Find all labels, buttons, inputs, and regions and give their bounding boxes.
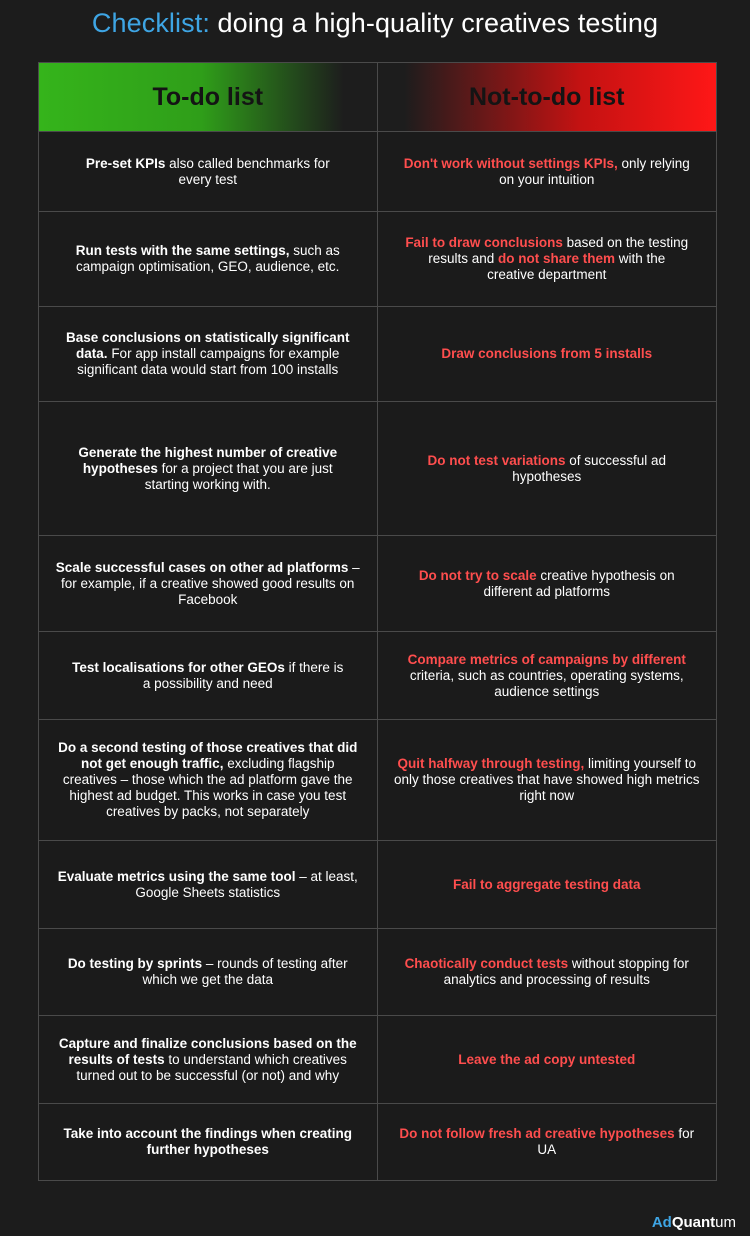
not-todo-cell xyxy=(378,1104,717,1180)
todo-cell xyxy=(39,1016,378,1103)
not-todo-text: only relying on your intuition xyxy=(499,155,690,187)
not-todo-text: without stopping for analytics and processing of results xyxy=(443,956,689,987)
table-row xyxy=(39,131,716,211)
table-row xyxy=(39,928,716,1015)
not-todo-emphasis: Do not try to scale xyxy=(418,567,537,583)
page-title xyxy=(0,8,750,39)
todo-cell xyxy=(39,929,378,1015)
not-todo-text: limiting yourself to only those creatives that have showed high metrics right now xyxy=(394,756,700,803)
not-todo-emphasis: Fail to aggregate testing data xyxy=(452,876,641,892)
not-todo-cell xyxy=(378,536,717,631)
todo-text: also called benchmarks for every test xyxy=(165,155,330,187)
not-todo-cell xyxy=(378,212,717,306)
table-row xyxy=(39,631,716,719)
not-todo-emphasis: Don't work without settings KPIs, xyxy=(403,155,618,171)
todo-emphasis: Generate the highest number of creative hypotheses xyxy=(78,444,338,476)
todo-cell xyxy=(39,720,378,840)
not-todo-text: creative hypothesis on different ad platforms xyxy=(483,567,675,599)
todo-text: such as campaign optimisation, GEO, audience, etc. xyxy=(76,243,340,274)
table-row xyxy=(39,535,716,631)
todo-cell xyxy=(39,841,378,928)
todo-text: excluding flagship creatives – those which the ad platform gave the highest ad budget. This works in case you test creatives by packs, not separately xyxy=(62,756,353,819)
todo-cell xyxy=(39,307,378,401)
todo-emphasis: Do testing by sprints xyxy=(67,956,203,971)
table-row xyxy=(39,719,716,840)
todo-cell xyxy=(39,632,378,719)
not-todo-cell xyxy=(378,132,717,211)
todo-cell xyxy=(39,536,378,631)
todo-text: – rounds of testing after which we get the data xyxy=(142,956,348,987)
logo-ad: Ad xyxy=(651,1214,672,1231)
not-todo-emphasis: Draw conclusions from 5 installs xyxy=(441,346,653,361)
not-todo-emphasis: Leave the ad copy untested xyxy=(458,1051,636,1067)
not-todo-column-header: Not-to-do list xyxy=(468,82,625,111)
not-todo-text: criteria, such as countries, operating systems, audience settings xyxy=(409,667,684,699)
not-todo-cell xyxy=(378,307,717,401)
todo-text: – at least, Google Sheets statistics xyxy=(135,868,358,900)
todo-column-header: To-do list xyxy=(39,63,378,131)
not-todo-emphasis: Do not follow fresh ad creative hypotheses xyxy=(399,1126,675,1141)
todo-text: For app install campaigns for example significant data would start from 100 installs xyxy=(77,346,340,377)
todo-text: – for example, if a creative showed good results on Facebook xyxy=(61,559,360,607)
not-todo-cell xyxy=(378,1016,717,1103)
todo-cell xyxy=(39,212,378,306)
not-todo-text: of successful ad hypotheses xyxy=(512,452,667,484)
not-todo-emphasis: Do not test variations xyxy=(427,452,566,468)
title-accent: Checklist: xyxy=(91,8,210,38)
table-row xyxy=(39,840,716,928)
not-todo-cell xyxy=(378,402,717,535)
todo-cell xyxy=(39,402,378,535)
checklist-table xyxy=(38,62,717,1181)
todo-emphasis: Run tests with the same settings, xyxy=(75,243,290,258)
todo-emphasis: Evaluate metrics using the same tool xyxy=(57,868,296,884)
not-todo-cell xyxy=(378,841,717,928)
todo-emphasis: Do a second testing of those creatives that did not get enough traffic, xyxy=(58,740,358,771)
todo-text: if there is a possibility and need xyxy=(142,659,344,691)
table-row xyxy=(39,1015,716,1103)
not-todo-emphasis: Fail to draw conclusions xyxy=(405,235,563,250)
table-header xyxy=(39,63,716,131)
not-todo-emphasis: Compare metrics of campaigns by different xyxy=(407,651,686,667)
not-todo-cell xyxy=(378,929,717,1015)
todo-text: for a project that you are just starting working with. xyxy=(144,460,333,492)
not-todo-emphasis-2: do not share them xyxy=(498,251,616,266)
todo-emphasis: Capture and finalize conclusions based on the results of tests xyxy=(58,1035,357,1067)
todo-emphasis: Base conclusions on statistically significant data. xyxy=(65,330,350,361)
logo-um: um xyxy=(715,1214,736,1231)
table-row xyxy=(39,401,716,535)
table-row xyxy=(39,1103,716,1180)
todo-cell xyxy=(39,132,378,211)
not-todo-text: based on the testing results and xyxy=(428,235,689,266)
todo-cell xyxy=(39,1104,378,1180)
table-row xyxy=(39,211,716,306)
todo-text: to understand which creatives turned out to be successful (or not) and why xyxy=(76,1051,347,1083)
todo-emphasis: Scale successful cases on other ad platforms xyxy=(55,559,349,575)
not-todo-emphasis: Chaotically conduct tests xyxy=(404,956,569,971)
adquantum-logo xyxy=(652,1214,736,1231)
not-todo-text: for UA xyxy=(537,1126,695,1157)
table-row xyxy=(39,306,716,401)
todo-emphasis: Test localisations for other GEOs xyxy=(72,659,285,675)
logo-quant: Quant xyxy=(671,1214,716,1231)
title-rest: doing a high-quality creatives testing xyxy=(209,8,659,38)
todo-emphasis: Pre-set KPIs xyxy=(85,155,166,171)
todo-emphasis: Take into account the findings when creating further hypotheses xyxy=(63,1126,353,1157)
not-todo-cell xyxy=(378,632,717,719)
not-todo-emphasis: Quit halfway through testing, xyxy=(397,756,585,771)
not-todo-cell xyxy=(378,720,717,840)
not-todo-text-2: with the creative department xyxy=(487,251,666,282)
